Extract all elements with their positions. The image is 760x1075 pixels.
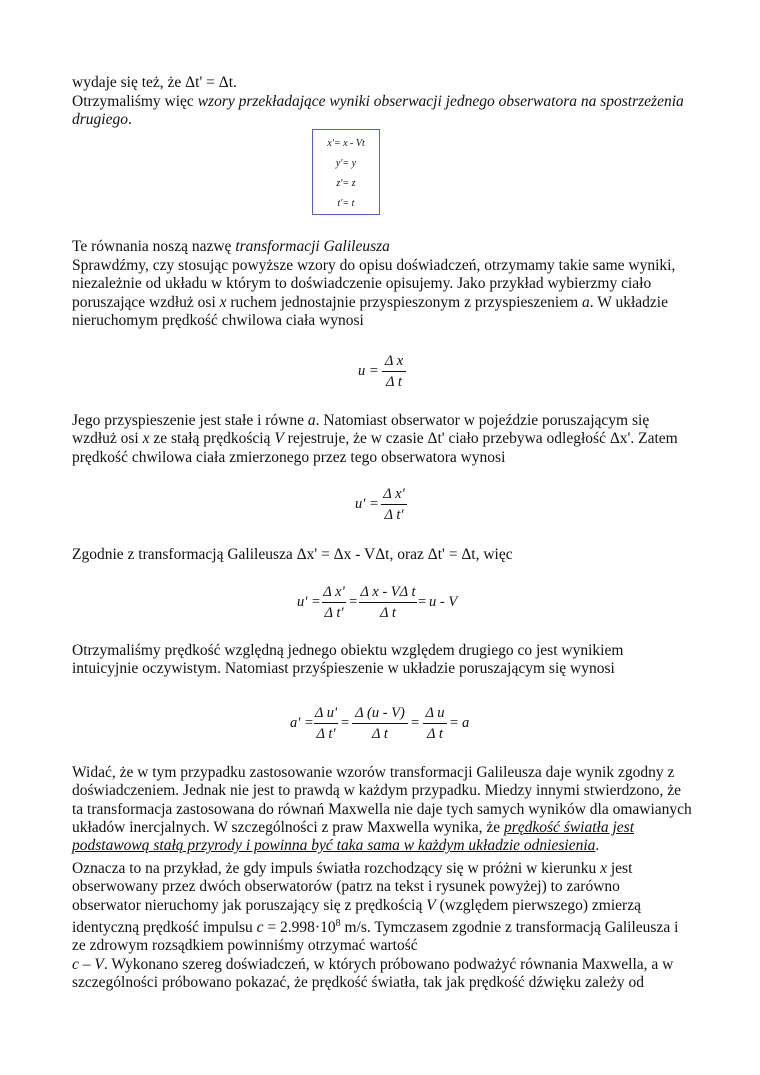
text-span: . [127, 111, 132, 129]
text-span: rejestruje, że w czasie Δt' ciało przebywa odległość Δx'. Zatem prędkość chwilowa ciała zmierzonego przez tego obserwatora wynosi [72, 430, 678, 466]
text-span: Oznacza to na przykład, że gdy impuls światła rozchodzący się w próżni w kierunku [72, 860, 601, 877]
symbol-c-minus-v: c – V [72, 956, 104, 973]
equation-lhs: u = [358, 363, 379, 379]
text-span: . [595, 837, 600, 855]
symbol-a: a [307, 412, 316, 429]
galilean-transform-box [312, 129, 380, 215]
fraction-bar [382, 371, 406, 372]
numerator: Δ (u - V) [355, 705, 405, 721]
numerator: Δ x' [323, 584, 345, 600]
fraction [423, 705, 447, 742]
text-span: . Wykonano szereg doświadczeń, w których próbowano podważyć równania Maxwella, a w szczególności próbowano pokazać, że prędkość światła, tak jak prędkość dźwięku zależy od [72, 956, 674, 992]
line-time-equal [72, 74, 692, 92]
fraction [352, 705, 408, 742]
denominator: Δ t' [384, 507, 404, 523]
emphasis-text: transformacji Galileusza [235, 238, 390, 255]
numerator: Δ u' [314, 705, 338, 721]
paragraph-galileo-name [72, 238, 692, 256]
text-span: ze stałą prędkością [149, 430, 275, 448]
denominator: Δ t' [324, 605, 344, 621]
fraction-bar [352, 723, 408, 724]
equals-sign: = [349, 594, 358, 610]
fraction-bar [314, 723, 338, 724]
paragraph-formulas-intro [72, 93, 692, 130]
symbol-a: a [582, 293, 590, 311]
text-span: = 2.998·10 [263, 919, 336, 937]
symbol-x: x [600, 860, 607, 877]
numerator: Δ x - VΔ t [360, 584, 416, 600]
text-span: jest obserwowany przez dwóch obserwatorów (patrz na tekst i rysunek powyżej) to zarówno obserwator nieruchomy jak poruszający się z prędkością [72, 860, 633, 914]
emphasis-underlined-text: prędkość światła jest podstawową stałą przyrody i powinna być taka sama w każdym układzie odniesienia [72, 818, 635, 855]
equation-lhs: a' = [290, 715, 314, 731]
transform-z: z'= z [336, 178, 356, 189]
symbol-x: x [219, 293, 227, 311]
equals-sign: = [450, 715, 459, 731]
fraction-bar [322, 602, 346, 603]
fraction [314, 705, 338, 742]
exponent: 8 [335, 917, 341, 929]
paragraph-experiments [72, 956, 692, 993]
paragraph-light-impulse [72, 860, 692, 956]
paragraph-observer [72, 412, 692, 467]
paragraph-galileo-relation [72, 546, 692, 564]
emphasis-text: wzory przekładające wyniki obserwacji jednego obserwatora na spostrzeżenia drugiego [72, 93, 684, 129]
transform-t: t'= t [337, 198, 355, 209]
text-span: wydaje się też, że Δt' = Δt. [72, 74, 237, 91]
fraction-bar [359, 602, 417, 603]
denominator: Δ t [427, 726, 443, 742]
numerator: Δ x' [383, 486, 405, 502]
text-span: ruchem jednostajnie przyspieszonym z przyspieszeniem [226, 293, 583, 311]
denominator: Δ t [372, 726, 388, 742]
symbol-v: V [274, 430, 284, 448]
text-span: . Natomiast obserwator w pojeździe poruszającym się wzdłuż osi [72, 412, 650, 448]
text-span: Jego przyspieszenie jest stałe i równe [72, 412, 308, 429]
text-span: (względem pierwszego) zmierzą identyczną prędkość impulsu [72, 896, 641, 937]
symbol-x: x [142, 430, 150, 448]
denominator: Δ t [386, 374, 402, 390]
fraction [322, 584, 346, 621]
fraction [381, 486, 407, 523]
text-span: . W układzie nieruchomym prędkość chwilowa ciała wynosi [72, 293, 668, 329]
equation-lhs: u' = [355, 496, 379, 512]
denominator: Δ t [380, 605, 396, 621]
equals-sign: = [418, 594, 427, 610]
numerator: Δ x [384, 353, 404, 369]
fraction [382, 353, 406, 390]
numerator: Δ u [425, 705, 445, 721]
symbol-c: c [256, 919, 264, 937]
equals-sign: = [341, 715, 350, 731]
paragraph-relative [72, 642, 692, 679]
paragraph-check [72, 257, 692, 330]
equation-rhs: a [462, 715, 470, 731]
transform-x: x'= x - Vt [327, 138, 365, 149]
fraction [359, 584, 417, 621]
text-span: Widać, że w tym przypadku zastosowanie wzorów transformacji Galileusza daje wynik zgodny z doświadczeniem. Jednak nie jest to prawdą w każdym przypadku. Miedzy innymi stwierdzono, że ta transformacja zastosowana do równań Maxwella nie daje tych samych wyników dla omawianych układów inercjalnych. W szczególności z praw Maxwella wynika, że [72, 764, 692, 836]
equation-lhs: u' = [297, 594, 321, 610]
text-span: Otrzymaliśmy prędkość względną jednego obiektu względem drugiego co jest wynikiem intuicyjnie oczywistym. Natomiast przyśpieszenie w układzie poruszającym się wynosi [72, 642, 624, 678]
text-span: m/s. Tymczasem zgodnie z transformacją Galileusza i ze zdrowym rozsądkiem powinniśmy otrzymać wartość [72, 919, 679, 955]
text-span: Sprawdźmy, czy stosując powyższe wzory do opisu doświadczeń, otrzymamy takie same wyniki, niezależnie od układu w którym to doświadczenie opisujemy. Jako przykład wybierzmy ciało poruszające wzdłuż osi [72, 257, 676, 311]
fraction-bar [381, 504, 407, 505]
denominator: Δ t' [316, 726, 336, 742]
text-span: Otrzymaliśmy więc [72, 93, 198, 110]
equation-rhs: u - V [429, 594, 458, 610]
symbol-v: V [426, 896, 436, 914]
transform-y: y'= y [335, 158, 357, 169]
paragraph-maxwell [72, 764, 692, 855]
text-span: Zgodnie z transformacją Galileusza Δx' = Δx - VΔt, oraz Δt' = Δt, więc [72, 546, 513, 563]
text-span: Te równania noszą nazwę [72, 238, 236, 255]
equals-sign: = [411, 715, 420, 731]
fraction-bar [423, 723, 447, 724]
